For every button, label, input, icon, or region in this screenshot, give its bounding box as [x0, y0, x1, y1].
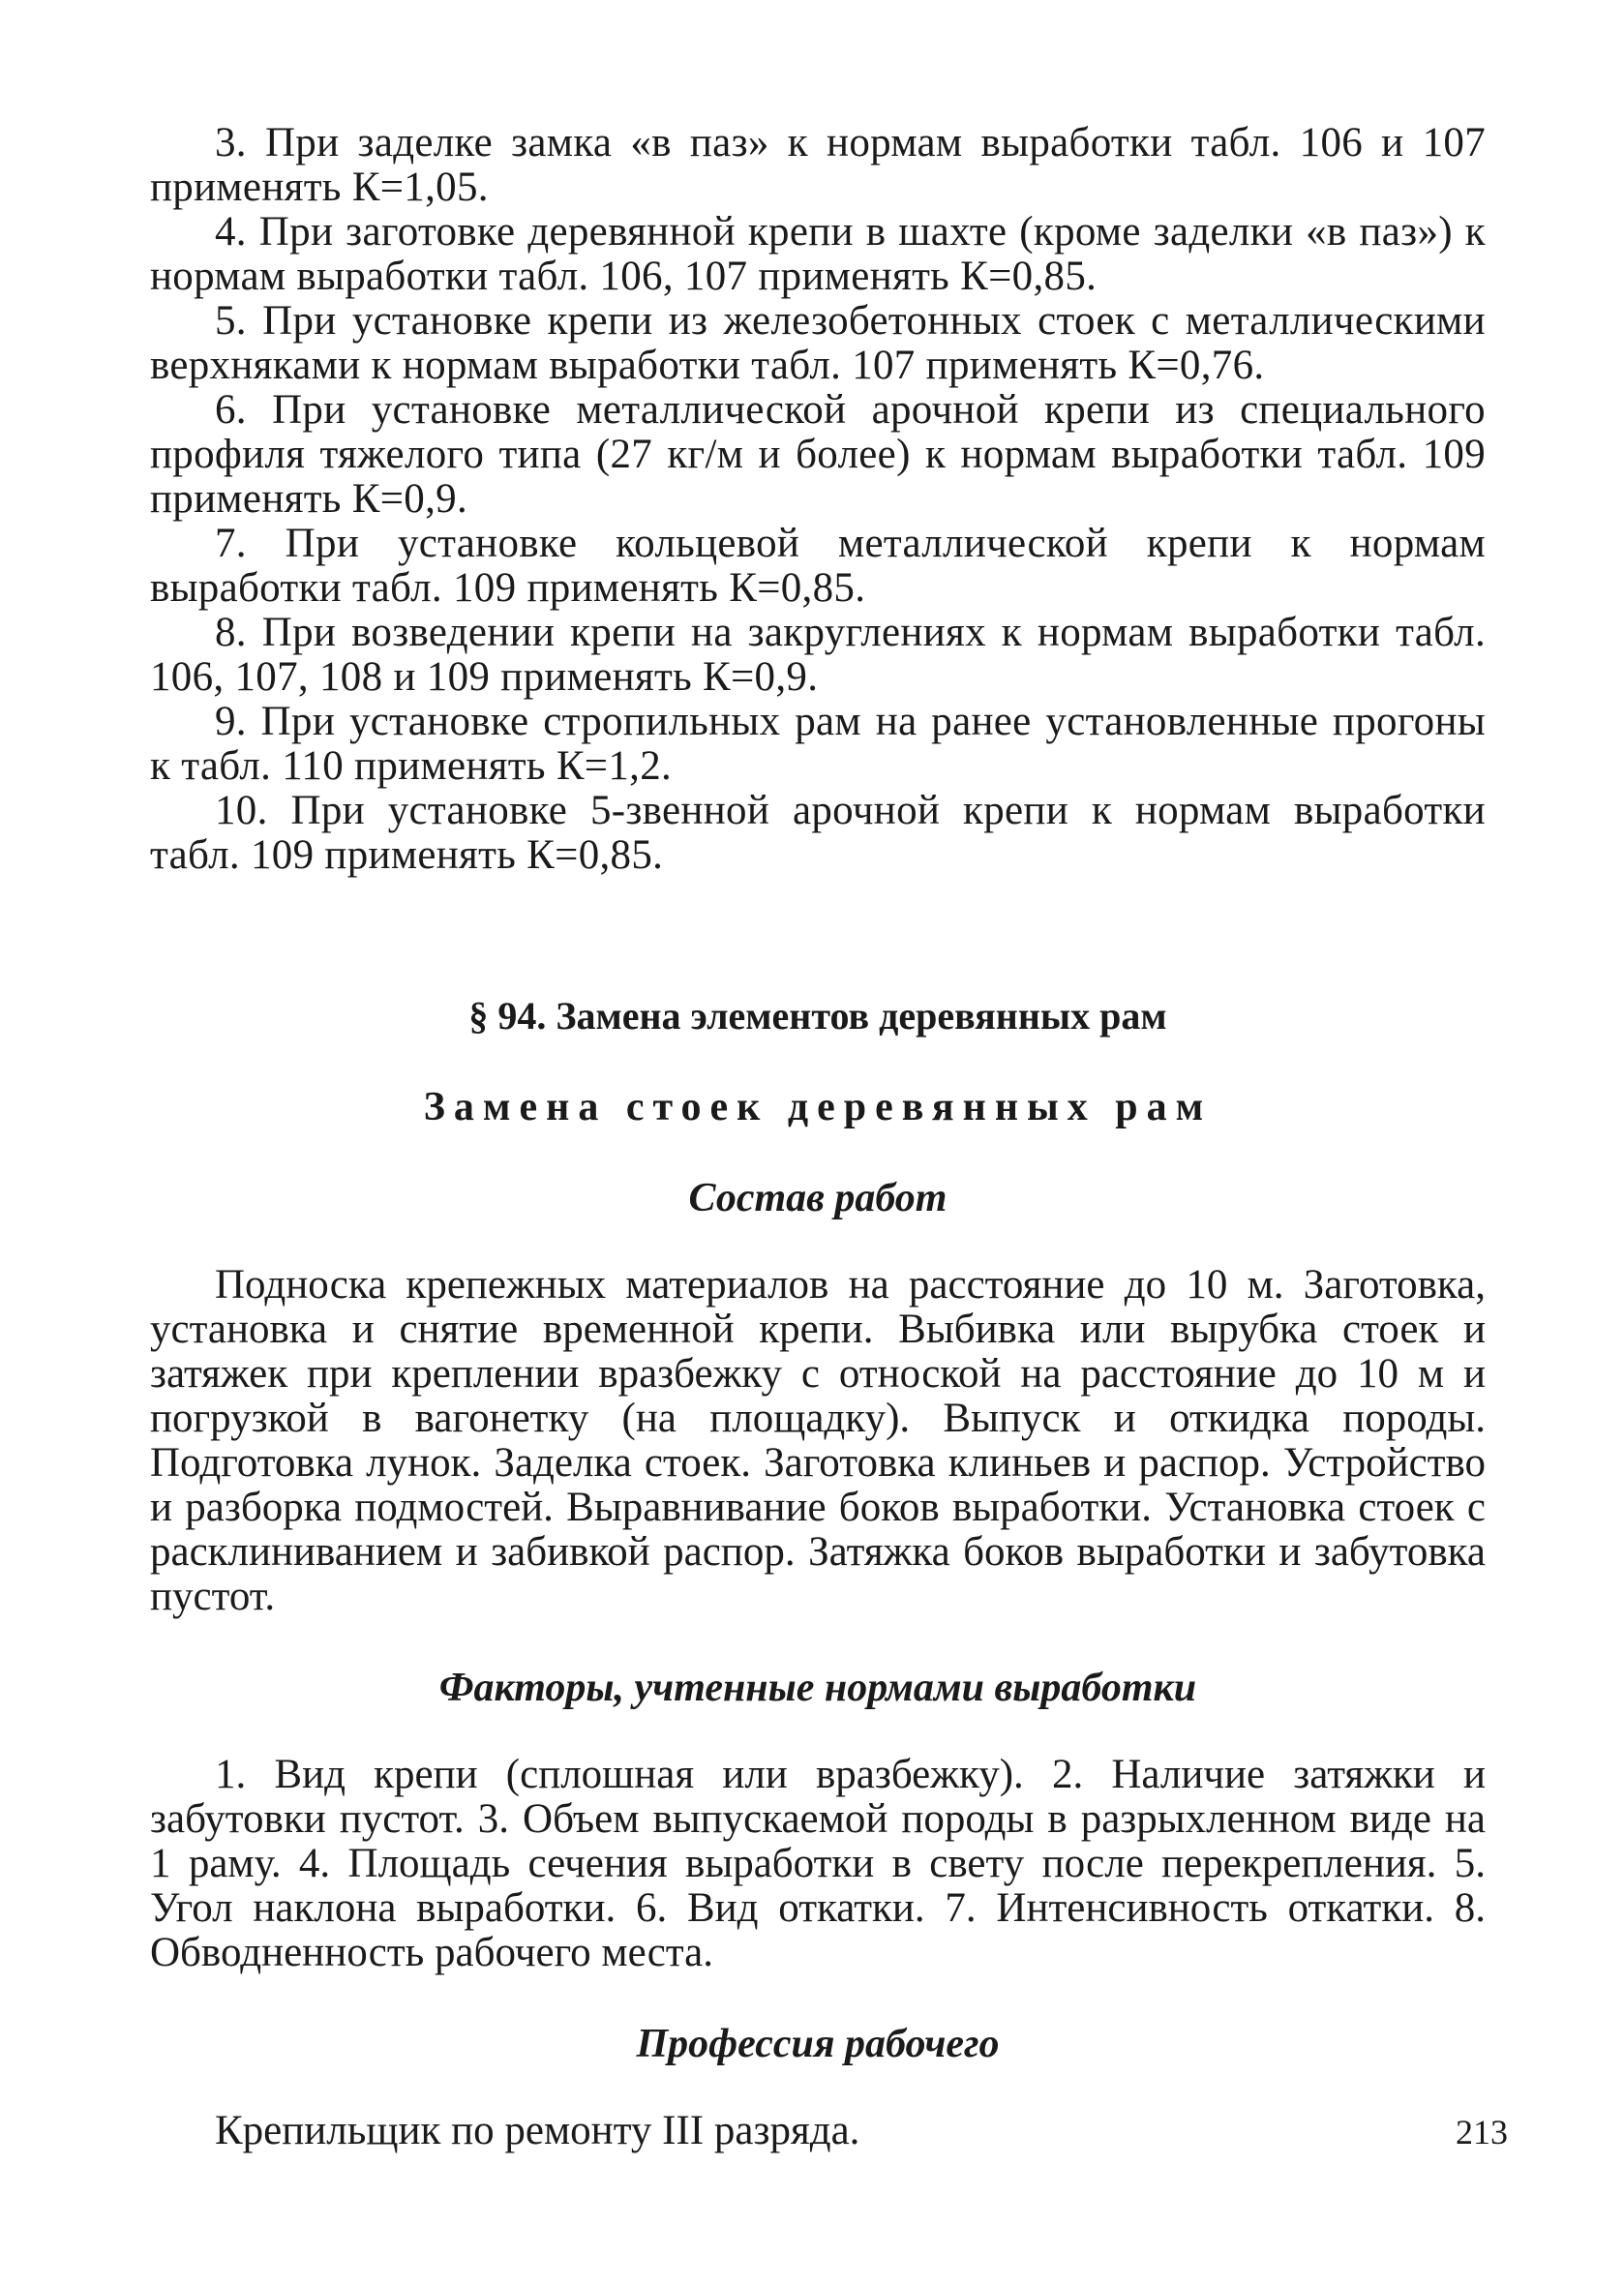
- note-item: 4. При заготовке деревянной крепи в шахте (кроме заделки «в паз») к нормам выработки табл. 106, 107 применять К=0,85.: [150, 209, 1486, 299]
- factors-heading: Факторы, учтенные нормами выработки: [438, 1666, 1197, 1710]
- factors-text: 1. Вид крепи (сплошная или вразбежку). 2. Наличие затяжки и забутовки пустот. 3. Объем выпускаемой породы в разрыхленном виде на 1 раму. 4. Площадь сечения выработки в свету после перекрепления. 5. Угол наклона выработки. 6. Вид откатки. 7. Интенсивность откатки. 8. Обводненность рабочего места.: [150, 1752, 1486, 1975]
- work-composition-heading: Состав работ: [688, 1176, 947, 1220]
- subsection-title: Замена стоек деревянных рам: [423, 1085, 1213, 1129]
- profession-block: [150, 2109, 1486, 2153]
- work-composition-block: [150, 1263, 1486, 1619]
- factors-block: [150, 1753, 1486, 1975]
- note-item: 10. При установке 5-звенной арочной крепи к нормам выработки табл. 109 применять К=0,85.: [150, 788, 1486, 878]
- section-title: § 94. Замена элементов деревянных рам: [468, 994, 1167, 1038]
- profession-text: Крепильщик по ремонту III разряда.: [215, 2108, 860, 2153]
- note-item: 7. При установке кольцевой металлической крепи к нормам выработки табл. 109 применять К=0,85.: [150, 521, 1486, 611]
- work-composition-text: Подноска крепежных материалов на расстояние до 10 м. Заготовка, установка и снятие временной крепи. Выбивка или вырубка стоек и затяжек при креплении вразбежку с отноской на расстояние до 10 м и погрузкой в вагонетку (на площадку). Выпуск и откидка породы. Подготовка лунок. Заделка стоек. Заготовка клиньев и распор. Устройство и разборка подмостей. Выравнивание боков выработки. Установка стоек с расклиниванием и забивкой распор. Затяжка боков выработки и забутовка пустот.: [150, 1262, 1486, 1619]
- page-content: [150, 121, 1486, 2153]
- notes-list: [150, 121, 1486, 878]
- note-item: 3. При заделке замка «в паз» к нормам выработки табл. 106 и 107 применять К=1,05.: [150, 120, 1486, 210]
- page-number: 213: [1456, 2113, 1508, 2151]
- note-item: 6. При установке металлической арочной крепи из специального профиля тяжелого типа (27 кг/м и более) к нормам выработки табл. 109 применять К=0,9.: [150, 387, 1486, 522]
- profession-heading: Профессия рабочего: [636, 2022, 1000, 2066]
- note-item: 9. При установке стропильных рам на ранее установленные прогоны к табл. 110 применять К=1,2.: [150, 699, 1486, 789]
- note-item: 8. При возведении крепи на закруглениях к нормам выработки табл. 106, 107, 108 и 109 применять К=0,9.: [150, 610, 1486, 700]
- note-item: 5. При установке крепи из железобетонных стоек с металлическими верхняками к нормам выработки табл. 107 применять К=0,76.: [150, 298, 1486, 388]
